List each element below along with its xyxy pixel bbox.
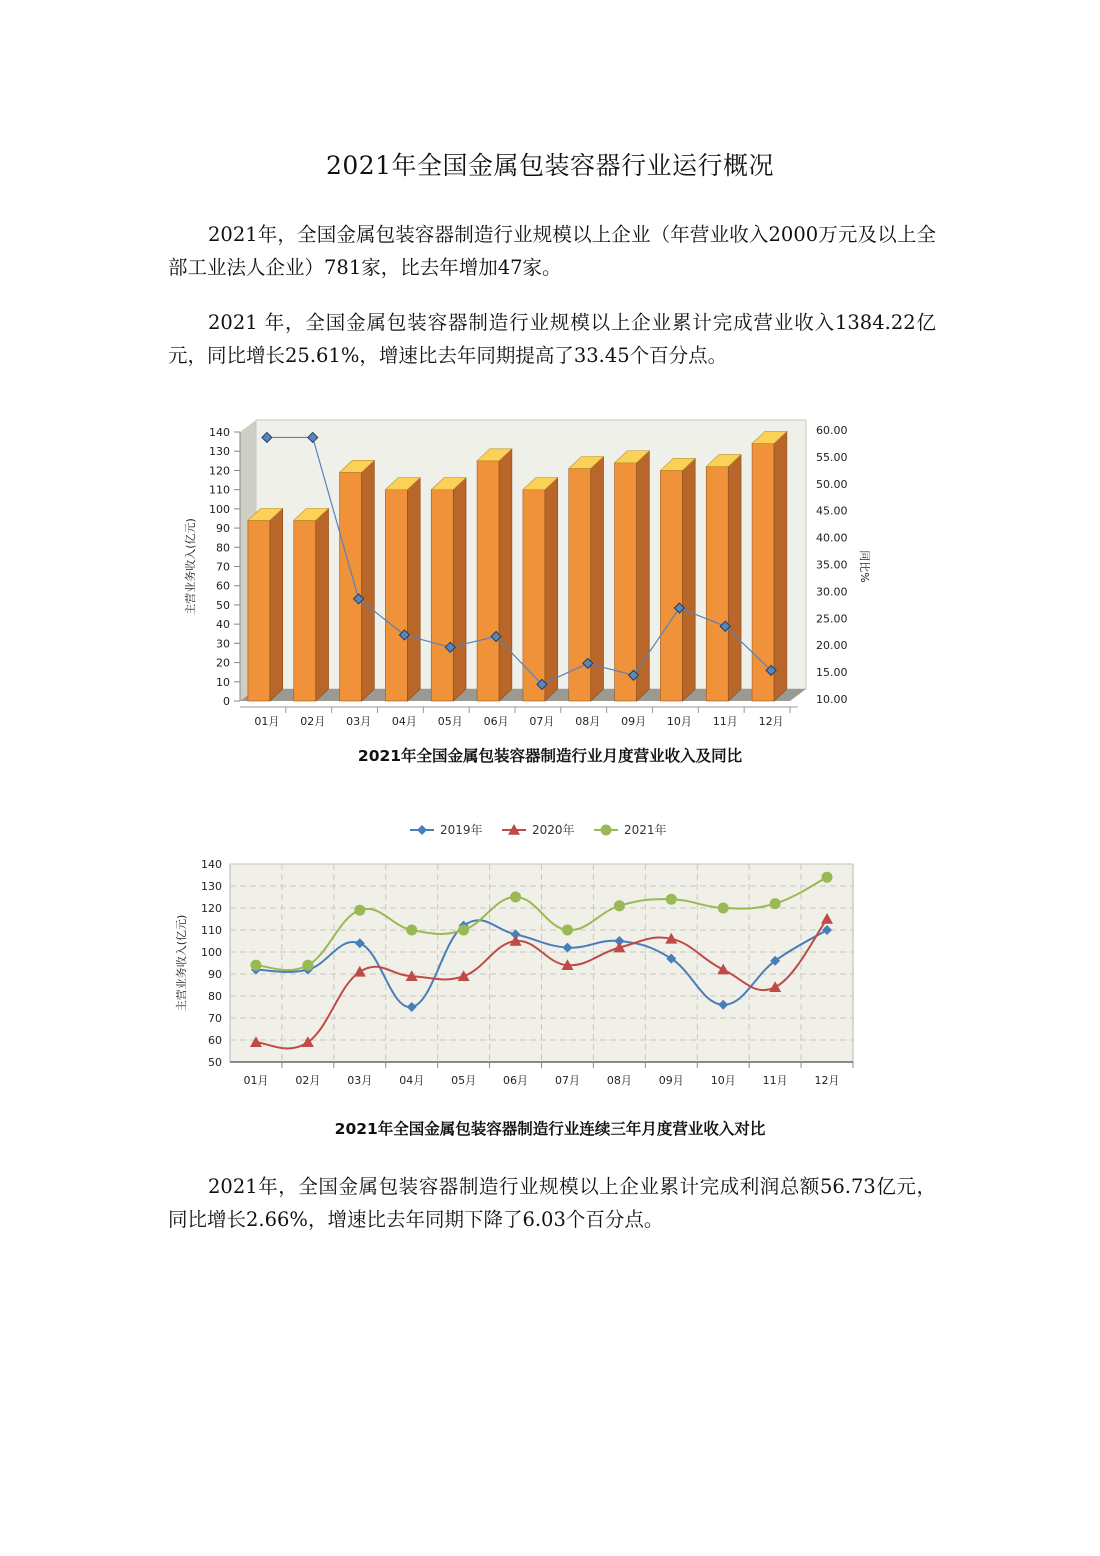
chart2-xtick-label: 10月 bbox=[710, 1074, 736, 1087]
chart2-xtick-label: 12月 bbox=[814, 1074, 840, 1087]
chart2-data-point bbox=[406, 925, 417, 936]
chart1-bar bbox=[523, 478, 558, 701]
chart1-ytick-label: 80 bbox=[216, 541, 230, 555]
chart1-bar-side bbox=[728, 455, 741, 701]
chart1-bar bbox=[340, 460, 375, 701]
chart2-legend-marker bbox=[601, 825, 612, 836]
chart1-y2label: 同比% bbox=[858, 550, 871, 583]
chart2-legend-item bbox=[410, 822, 483, 837]
chart2-data-point bbox=[718, 903, 729, 914]
chart1-bar-front bbox=[294, 520, 316, 701]
chart2-ytick-label: 60 bbox=[208, 1034, 222, 1047]
chart2-xtick-label: 04月 bbox=[399, 1074, 425, 1087]
chart2-data-point bbox=[302, 960, 313, 971]
chart1-bar-front bbox=[523, 490, 545, 701]
chart1-y2tick-label: 40.00 bbox=[816, 531, 848, 545]
chart1-bar-side bbox=[637, 451, 650, 701]
chart1-xtick-label: 08月 bbox=[575, 715, 601, 728]
chart2-caption: 2021年全国金属包装容器制造行业连续三年月度营业收入对比 bbox=[334, 1120, 766, 1138]
chart1-caption: 2021年全国金属包装容器制造行业月度营业收入及同比 bbox=[357, 747, 743, 765]
chart2-ytick-label: 80 bbox=[208, 990, 222, 1003]
three-year-revenue-line-chart bbox=[165, 812, 865, 1104]
chart1-bar bbox=[706, 455, 741, 701]
chart1-ytick-label: 40 bbox=[216, 618, 230, 632]
chart1-bar-side bbox=[499, 449, 512, 701]
chart1-bar-side bbox=[407, 478, 420, 701]
chart2-data-point bbox=[354, 905, 365, 916]
chart1-y2tick-label: 35.00 bbox=[816, 558, 848, 572]
paragraph-enterprise-count: 2021年，全国金属包装容器制造行业规模以上企业（年营业收入2000万元及以上全部工业法人企业）781家，比去年增加47家。 bbox=[168, 223, 936, 279]
chart1-bar-front bbox=[431, 490, 453, 701]
chart2-data-point bbox=[458, 925, 469, 936]
chart1-bar bbox=[615, 451, 650, 701]
chart1-bar-front bbox=[340, 472, 362, 701]
chart1-xtick-label: 09月 bbox=[621, 715, 647, 728]
chart1-xtick-label: 11月 bbox=[712, 715, 738, 728]
chart1-y2tick-label: 55.00 bbox=[816, 450, 848, 464]
chart2-legend-item bbox=[594, 822, 667, 837]
chart1-ytick-label: 120 bbox=[209, 464, 230, 478]
chart1-ytick-label: 110 bbox=[209, 483, 230, 497]
chart1-bar-side bbox=[545, 478, 558, 701]
chart1-bar bbox=[248, 508, 283, 701]
chart1-y2tick-label: 50.00 bbox=[816, 477, 848, 491]
chart1-y2tick-label: 20.00 bbox=[816, 639, 848, 653]
chart2-xtick-label: 08月 bbox=[606, 1074, 632, 1087]
chart2-data-point bbox=[562, 925, 573, 936]
chart1-xtick-label: 04月 bbox=[391, 715, 417, 728]
chart1-y2tick-label: 45.00 bbox=[816, 504, 848, 518]
chart1-bar bbox=[431, 478, 466, 701]
chart2-legend-marker bbox=[417, 825, 427, 835]
chart1-ytick-label: 60 bbox=[216, 579, 230, 593]
chart2-ytick-label: 130 bbox=[201, 880, 222, 893]
chart1-bar-side bbox=[270, 508, 283, 701]
chart2-ylabel: 主营业务收入(亿元) bbox=[175, 914, 188, 1012]
chart1-bar-front bbox=[385, 490, 407, 701]
chart2-data-point bbox=[770, 898, 781, 909]
chart1-xtick-label: 06月 bbox=[483, 715, 509, 728]
chart1-bar-side bbox=[362, 460, 375, 701]
chart1-xtick-label: 12月 bbox=[758, 715, 784, 728]
chart1-bar-front bbox=[706, 467, 728, 701]
chart1-bar bbox=[752, 432, 787, 701]
chart2-xtick-label: 02月 bbox=[295, 1074, 321, 1087]
chart2-legend-label: 2019年 bbox=[440, 823, 483, 837]
chart2-data-point bbox=[510, 892, 521, 903]
chart1-ytick-label: 100 bbox=[209, 502, 230, 516]
chart2-data-point bbox=[822, 872, 833, 883]
chart1-bar bbox=[294, 508, 329, 701]
chart1-bar bbox=[385, 478, 420, 701]
chart1-xtick-label: 01月 bbox=[254, 715, 280, 728]
monthly-revenue-bar-chart bbox=[170, 405, 900, 740]
chart1-y2tick-label: 25.00 bbox=[816, 612, 848, 626]
chart1-ytick-label: 130 bbox=[209, 445, 230, 459]
chart1-ytick-label: 10 bbox=[216, 675, 230, 689]
chart2-data-point bbox=[250, 960, 261, 971]
chart2-xtick-label: 05月 bbox=[451, 1074, 477, 1087]
chart1-bar-side bbox=[453, 478, 466, 701]
chart2-legend-label: 2021年 bbox=[624, 823, 667, 837]
chart1-xtick-label: 03月 bbox=[346, 715, 372, 728]
chart2-legend-item bbox=[502, 822, 575, 837]
chart1-y2tick-label: 10.00 bbox=[816, 693, 848, 706]
chart1-ytick-label: 0 bbox=[223, 695, 230, 708]
chart1-bar bbox=[660, 458, 695, 701]
paragraph-revenue: 2021 年，全国金属包装容器制造行业规模以上企业累计完成营业收入1384.22亿元，同比增长25.61%，增速比去年同期提高了33.45个百分点。 bbox=[168, 311, 936, 367]
chart2-xtick-label: 01月 bbox=[243, 1074, 269, 1087]
chart1-xtick-label: 10月 bbox=[666, 715, 692, 728]
chart2-data-point bbox=[666, 894, 677, 905]
chart1-y2tick-label: 60.00 bbox=[816, 424, 848, 437]
chart1-ytick-label: 30 bbox=[216, 637, 230, 651]
chart1-ylabel: 主营业务收入(亿元) bbox=[184, 518, 197, 615]
chart1-bar bbox=[477, 449, 512, 701]
chart2-ytick-label: 100 bbox=[201, 946, 222, 959]
chart2-data-point bbox=[614, 900, 625, 911]
chart2-xtick-label: 03月 bbox=[347, 1074, 373, 1087]
chart2-xtick-label: 07月 bbox=[554, 1074, 580, 1087]
chart1-ytick-label: 70 bbox=[216, 560, 230, 574]
chart2-plot-area bbox=[230, 864, 853, 1062]
chart1-bar-front bbox=[477, 461, 499, 701]
paragraph-profit: 2021年，全国金属包装容器制造行业规模以上企业累计完成利润总额56.73亿元，同比增长2.66%，增速比去年同期下降了6.03个百分点。 bbox=[168, 1175, 936, 1231]
chart1-y2tick-label: 15.00 bbox=[816, 666, 848, 680]
chart1-bar-side bbox=[774, 432, 787, 701]
chart1-bar-front bbox=[248, 520, 270, 701]
chart2-xtick-label: 06月 bbox=[503, 1074, 529, 1087]
chart1-xtick-label: 07月 bbox=[529, 715, 555, 728]
chart1-bar-side bbox=[682, 458, 695, 701]
chart2-ytick-label: 50 bbox=[208, 1056, 222, 1069]
chart1-ytick-label: 50 bbox=[216, 598, 230, 612]
chart1-bar-front bbox=[660, 470, 682, 701]
chart1-ytick-label: 20 bbox=[216, 656, 230, 670]
chart2-ytick-label: 90 bbox=[208, 968, 222, 981]
chart1-xtick-label: 02月 bbox=[300, 715, 326, 728]
chart1-bar-side bbox=[316, 508, 329, 701]
page-title: 2021年全国金属包装容器行业运行概况 bbox=[325, 151, 775, 180]
chart1-xtick-label: 05月 bbox=[437, 715, 463, 728]
chart2-ytick-label: 120 bbox=[201, 902, 222, 915]
chart2-ytick-label: 70 bbox=[208, 1012, 222, 1025]
chart2-legend-label: 2020年 bbox=[532, 823, 575, 837]
chart1-y2tick-label: 30.00 bbox=[816, 585, 848, 599]
chart1-ytick-label: 90 bbox=[216, 522, 230, 536]
chart2-xtick-label: 11月 bbox=[762, 1074, 788, 1087]
chart2-ytick-label: 140 bbox=[201, 858, 222, 871]
chart2-ytick-label: 110 bbox=[201, 924, 222, 937]
chart1-ytick-label: 140 bbox=[209, 426, 230, 439]
chart2-xtick-label: 09月 bbox=[658, 1074, 684, 1087]
chart1-bar-front bbox=[615, 463, 637, 701]
